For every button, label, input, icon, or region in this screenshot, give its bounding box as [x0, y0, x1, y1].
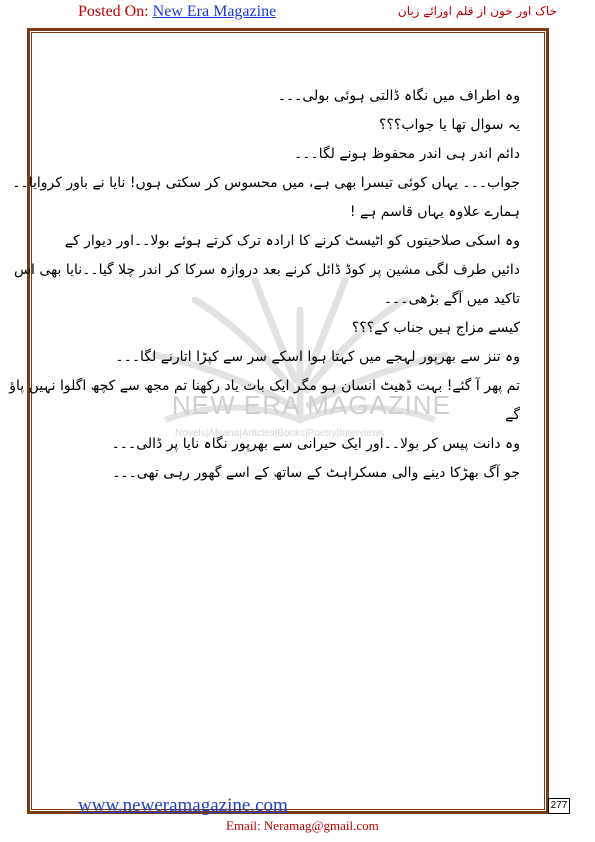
watermark-title: NEW ERA MAGAZINE [172, 390, 451, 420]
page-header [0, 0, 595, 26]
page-number: 277 [548, 798, 570, 814]
story-text [9, 82, 520, 488]
text-line: وہ اسکی صلاحیتوں کو اٹیسٹ کرنے کا ارادہ ترک کرتے ہوئے بولا۔۔اور دیوار کے [64, 233, 520, 249]
email-text: Email: Neramag@gmail.com [226, 818, 379, 833]
text-line: جواب۔۔۔ یہاں کوئی تیسرا بھی ہے، میں محسوس کر سکتی ہوں! نایا نے باور کروایا۔۔ [12, 175, 520, 191]
posted-on [78, 3, 276, 21]
text-line: دائم اندر ہی اندر محفوظ ہونے لگا۔۔۔ [294, 146, 520, 162]
magazine-link[interactable]: New Era Magazine [152, 3, 277, 20]
text-line: یہ سوال تھا یا جواب؟؟؟ [379, 117, 520, 133]
text-line: دائیں طرف لگی مشین پر کوڈ ڈائل کرنے بعد دروازہ سرکا کر اندر چلا گیا۔۔نایا بھی اس [13, 262, 520, 278]
watermark-subtitle: Novels|Afsana|Articles|Books|Poetry|Interviews [175, 428, 385, 439]
text-line: وہ دانت پیس کر بولا۔۔اور ایک حیرانی سے بھرپور نگاہ نایا پر ڈالی۔۔۔ [111, 436, 520, 452]
text-line: وہ اطراف میں نگاہ ڈالتی ہوئی بولی۔۔۔ [277, 88, 520, 104]
text-line: گے [505, 407, 520, 423]
text-line: تم پھر آ گئے! بہت ڈھیٹ انسان ہو مگر ایک بات یاد رکھنا تم مجھ سے کچھ اگلوا نہیں پاؤ [9, 378, 520, 394]
text-line: جو آگ بھڑکا دینے والی مسکراہٹ کے ساتھ کے اسے گھور رہی تھی۔۔۔ [112, 465, 520, 481]
text-line: وہ تنز سے بھرپور لہجے میں کہتا ہوا اسکے سر سے کپڑا اتارنے لگا۔۔۔ [115, 349, 520, 365]
text-line: ہمارے علاوہ یہاں قاسم ہے ! [349, 204, 520, 220]
text-line: کیسے مزاج ہیں جناب کے؟؟؟ [351, 320, 520, 336]
urdu-title: خاک اور خون از قلم اوزائے زبان [397, 4, 557, 18]
website-link[interactable]: www.neweramagazine.com [78, 795, 288, 816]
text-line: تاکید میں آگے بڑھی۔۔۔ [383, 291, 520, 307]
posted-label: Posted On: [78, 3, 149, 20]
